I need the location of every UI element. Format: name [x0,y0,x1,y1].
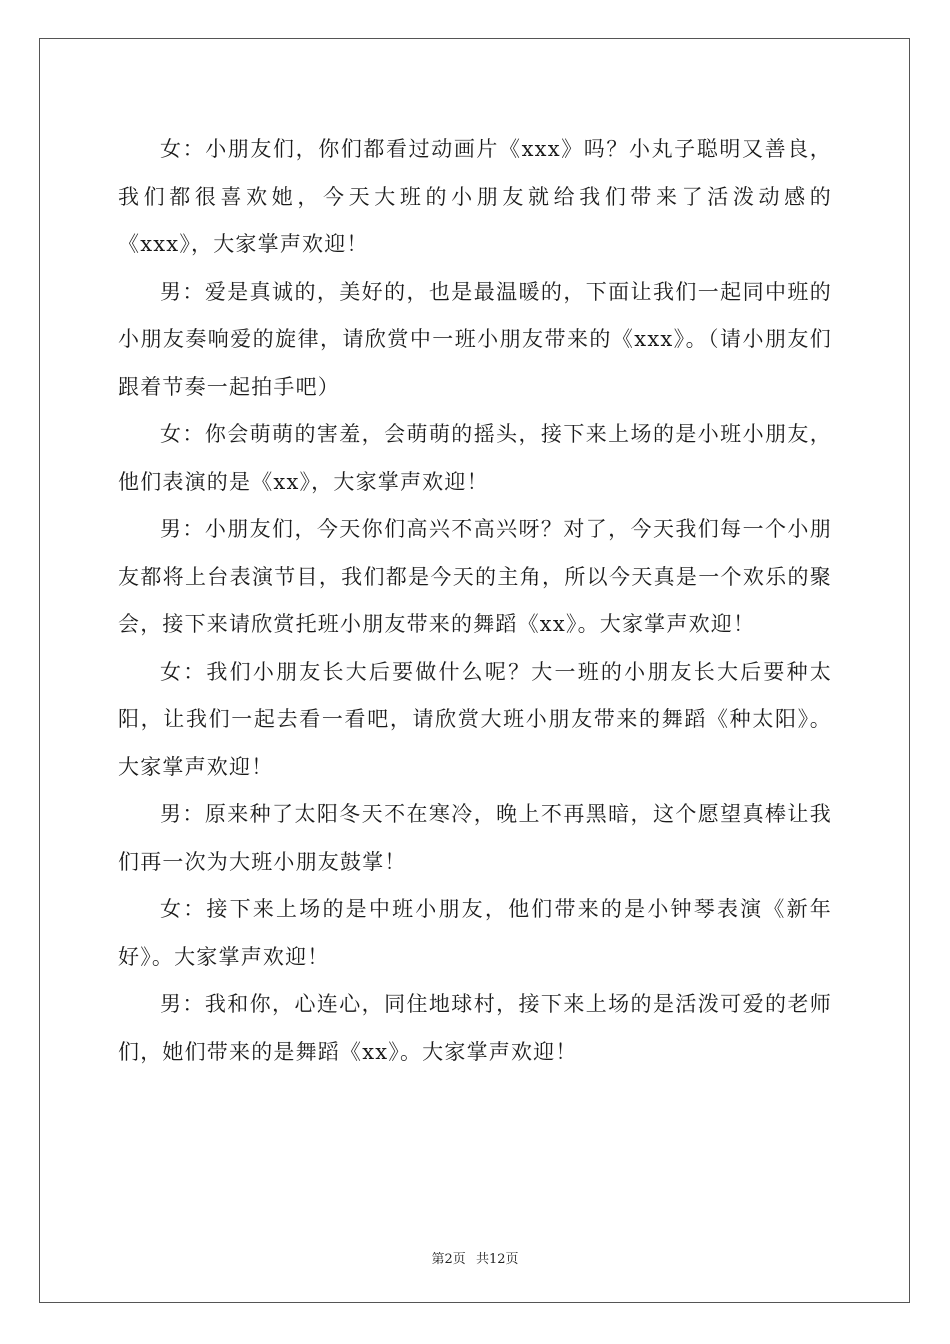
paragraph: 女：你会萌萌的害羞，会萌萌的摇头，接下来上场的是小班小朋友，他们表演的是《xx》，大家掌声欢迎！ [118,422,832,494]
total-page-count: 共12页 [475,1252,519,1267]
current-page-number: 第2页 [431,1252,466,1267]
paragraph: 女：接下来上场的是中班小朋友，他们带来的是小钟琴表演《新年好》。大家掌声欢迎！ [118,897,832,969]
paragraph: 男：爱是真诚的，美好的，也是最温暖的，下面让我们一起同中班的小朋友奏响爱的旋律，请欣赏中一班小朋友带来的《xxx》。（请小朋友们跟着节奏一起拍手吧） [118,279,832,399]
paragraph: 男：小朋友们，今天你们高兴不高兴呀？对了，今天我们每一个小朋友都将上台表演节目，我们都是今天的主角，所以今天真是一个欢乐的聚会，接下来请欣赏托班小朋友带来的舞蹈《xx》。大家掌声欢迎！ [118,517,832,636]
paragraph: 女：小朋友们，你们都看过动画片《xxx》吗？小丸子聪明又善良，我们都很喜欢她，今天大班的小朋友就给我们带来了活泼动感的《xxx》，大家掌声欢迎！ [118,137,832,256]
paragraph: 女：我们小朋友长大后要做什么呢？大一班的小朋友长大后要种太阳，让我们一起去看一看吧，请欣赏大班小朋友带来的舞蹈《种太阳》。大家掌声欢迎！ [118,659,832,779]
paragraph: 男：我和你，心连心，同住地球村，接下来上场的是活泼可爱的老师们，她们带来的是舞蹈《xx》。大家掌声欢迎！ [118,992,832,1064]
page-footer [0,1248,950,1267]
paragraph: 男：原来种了太阳冬天不在寒冷，晚上不再黑暗，这个愿望真棒让我们再一次为大班小朋友鼓掌！ [118,802,832,874]
document-body [118,126,832,1076]
